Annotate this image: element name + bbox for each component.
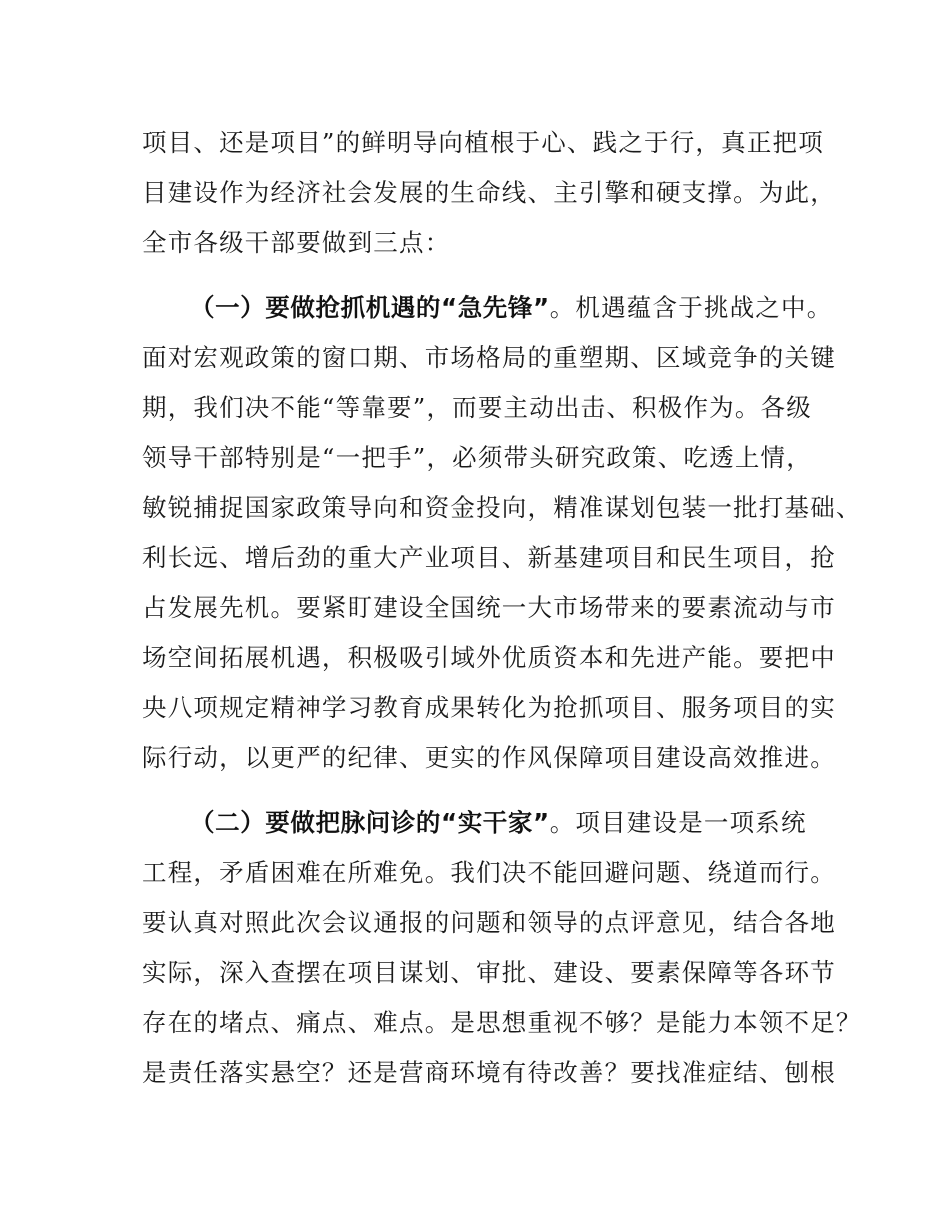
section1-line-10: 际行动，以更严的纪律、更实的作风保障项目建设高效推进。 bbox=[142, 743, 836, 772]
section2-line-6: 是责任落实悬空？还是营商环境有待改善？要找准症结、刨根 bbox=[142, 1058, 836, 1087]
section1-first-line-rest: 。机遇蕴含于挑战之中。 bbox=[549, 293, 833, 322]
section2-heading: （二）要做把脉问诊的“实干家” bbox=[190, 808, 550, 837]
section2-line-3: 要认真对照此次会议通报的问题和领导的点评意见，结合各地 bbox=[142, 908, 836, 937]
intro-line-3: 全市各级干部要做到三点： bbox=[142, 228, 451, 257]
section1-line-6: 利长远、增后劲的重大产业项目、新基建项目和民生项目，抢 bbox=[142, 543, 836, 572]
section1-line-8: 场空间拓展机遇，积极吸引域外优质资本和先进产能。要把中 bbox=[142, 643, 836, 672]
section1-line-2: 面对宏观政策的窗口期、市场格局的重塑期、区域竞争的关键 bbox=[142, 343, 836, 372]
section1-line-7: 占发展先机。要紧盯建设全国统一大市场带来的要素流动与市 bbox=[142, 593, 836, 622]
section1-line-4: 领导干部特别是“一把手”，必须带头研究政策、吃透上情， bbox=[142, 443, 812, 472]
section1-line-9: 央八项规定精神学习教育成果转化为抢抓项目、服务项目的实 bbox=[142, 693, 836, 722]
section2-first-line bbox=[190, 806, 807, 840]
section1-line-5: 敏锐捕捉国家政策导向和资金投向，精准谋划包装一批打基础、 bbox=[142, 493, 862, 522]
intro-line-2: 目建设作为经济社会发展的生命线、主引擎和硬支撑。为此， bbox=[142, 178, 836, 207]
section1-first-line bbox=[190, 291, 832, 325]
section2-line-5: 存在的堵点、痛点、难点。是思想重视不够？是能力本领不足？ bbox=[142, 1008, 862, 1037]
section1-heading: （一）要做抢抓机遇的“急先锋” bbox=[190, 293, 550, 322]
section2-line-4: 实际，深入查摆在项目谋划、审批、建设、要素保障等各环节 bbox=[142, 958, 836, 987]
section2-first-line-rest: 。项目建设是一项系统 bbox=[549, 808, 807, 837]
section2-line-2: 工程，矛盾困难在所难免。我们决不能回避问题、绕道而行。 bbox=[142, 858, 836, 887]
section1-line-3: 期，我们决不能“等靠要”，而要主动出击、积极作为。各级 bbox=[142, 393, 812, 422]
intro-line-1: 项目、还是项目”的鲜明导向植根于心、践之于行，真正把项 bbox=[142, 128, 824, 157]
